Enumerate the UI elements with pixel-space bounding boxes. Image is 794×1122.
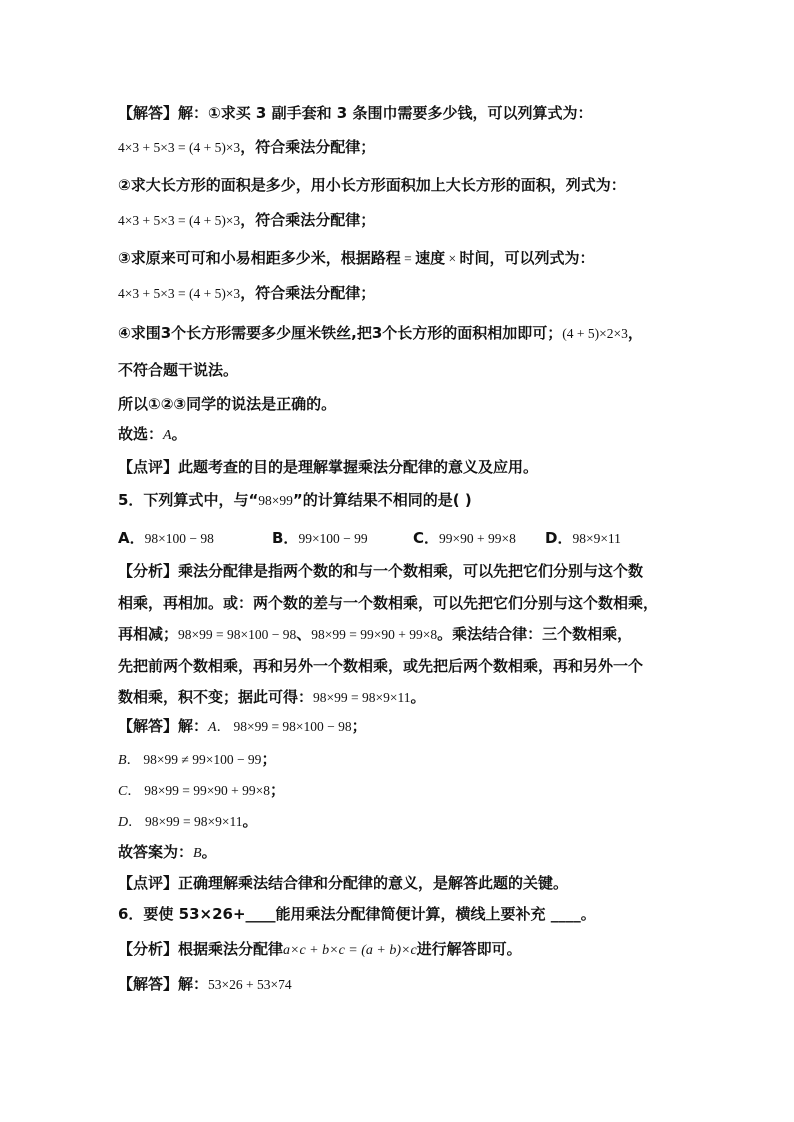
text: 【分析】根据乘法分配律 — [118, 940, 284, 958]
q5-solution-line3 — [118, 780, 285, 802]
option-letter: D — [118, 815, 129, 830]
q4-comment: 【点评】此题考查的目的是理解掌握乘法分配律的意义及应用。 — [118, 458, 539, 476]
text: ，符合乘法分配律； — [240, 211, 376, 229]
equation: ． 98×99 = 99×90 + 99×8 — [127, 783, 271, 798]
text: 进行解答即可。 — [416, 940, 522, 958]
equation: 98×99 — [258, 493, 293, 508]
q4-solution-line3: ②求大长方形的面积是多少，用小长方形面积加上大长方形的面积，列式为： — [118, 176, 626, 194]
text: 。 — [242, 812, 258, 830]
equation: 4×3 + 5×3 = (4 + 5)×3 — [118, 140, 241, 155]
text: 故答案为： — [118, 843, 194, 861]
q4-solution-line7 — [118, 323, 643, 344]
equation: 53×26 + 53×74 — [208, 977, 292, 992]
text: 故选： — [118, 425, 164, 443]
text: 再相减； — [118, 625, 179, 643]
text: ； — [270, 781, 286, 799]
q4-solution-line9: 所以①②③同学的说法是正确的。 — [118, 395, 337, 413]
text: 数相乘，积不变；据此可得： — [118, 688, 314, 706]
text: ； — [351, 717, 367, 735]
option-letter: A — [208, 720, 217, 735]
text: ， — [627, 324, 643, 342]
q4-solution-line5 — [118, 248, 594, 269]
q6-analysis — [118, 939, 522, 961]
text: 5．下列算式中，与“ — [118, 491, 259, 509]
text: ； — [261, 750, 277, 768]
equation: (4 + 5)×2×3 — [562, 326, 628, 341]
text: 【解答】解： — [118, 717, 209, 735]
option-label: B． — [272, 529, 299, 547]
equals-sign: = — [400, 251, 416, 266]
text: 。 — [201, 843, 217, 861]
equation: 98×99 = 98×100 − 98 — [178, 627, 297, 642]
option-letter: B — [118, 753, 127, 768]
text: ，符合乘法分配律； — [240, 138, 376, 156]
option-letter: C — [118, 784, 128, 799]
text: 、 — [296, 625, 312, 643]
q5-option-d — [545, 528, 621, 549]
q5-option-c — [413, 528, 516, 549]
text: ，符合乘法分配律； — [240, 284, 376, 302]
q5-analysis-line3 — [118, 624, 632, 645]
answer-letter: A — [163, 428, 172, 443]
option-expression: 99×90 + 99×8 — [439, 531, 516, 546]
times-sign: × — [445, 251, 460, 266]
equation: 98×99 = 99×90 + 99×8 — [311, 627, 438, 642]
equation: ． 98×99 ≠ 99×100 − 99 — [126, 752, 262, 767]
option-label: A． — [118, 529, 145, 547]
q4-solution-line6 — [118, 283, 375, 304]
q4-solution-line8: 不符合题干说法。 — [118, 361, 239, 379]
q6-solution — [118, 974, 292, 995]
q5-answer — [118, 842, 217, 864]
equation: 4×3 + 5×3 = (4 + 5)×3 — [118, 213, 241, 228]
q5-option-b — [272, 528, 368, 549]
q5-solution-line1 — [118, 716, 367, 738]
option-expression: 99×100 − 99 — [298, 531, 368, 546]
q5-analysis-line4: 先把前两个数相乘，再和另外一个数相乘，或先把后两个数相乘，再和另外一个 — [118, 657, 644, 675]
q5-stem — [118, 490, 472, 511]
q6-stem: 6．要使 53×26+____能用乘法分配律简便计算，横线上要补充 ____。 — [118, 905, 596, 923]
option-label: D． — [545, 529, 573, 547]
q5-analysis-line5 — [118, 687, 425, 708]
q4-solution-line4 — [118, 210, 375, 231]
text: 速度 — [415, 249, 446, 267]
formula: a×c + b×c = (a + b)×c — [283, 943, 417, 958]
text: 【解答】解： — [118, 975, 209, 993]
text: 时间，可以列式为： — [459, 249, 595, 267]
q4-solution-line1: 【解答】解：①求买 3 副手套和 3 条围巾需要多少钱，可以列算式为： — [118, 104, 593, 122]
q4-solution-line10 — [118, 424, 187, 446]
equation: 4×3 + 5×3 = (4 + 5)×3 — [118, 286, 241, 301]
q4-solution-line2 — [118, 137, 375, 158]
q5-solution-line2 — [118, 749, 276, 771]
q5-analysis-line2: 相乘，再相加。或：两个数的差与一个数相乘，可以先把它们分别与这个数相乘， — [118, 594, 659, 612]
equation: 98×99 = 98×9×11 — [313, 690, 411, 705]
text: 。 — [171, 425, 187, 443]
equation: ． 98×99 = 98×100 − 98 — [216, 719, 352, 734]
q5-comment: 【点评】正确理解乘法结合律和分配律的意义，是解答此题的关键。 — [118, 874, 569, 892]
q5-solution-line4 — [118, 811, 257, 833]
answer-letter: B — [193, 846, 202, 861]
q5-analysis-line1: 【分析】乘法分配律是指两个数的和与一个数相乘，可以先把它们分别与这个数 — [118, 562, 644, 580]
text: ”的计算结果不相同的是( ) — [292, 491, 472, 509]
option-expression: 98×9×11 — [572, 531, 621, 546]
text: ③求原来可可和小易相距多少米，根据路程 — [118, 249, 401, 267]
equation: ． 98×99 = 98×9×11 — [128, 814, 243, 829]
option-label: C． — [413, 529, 440, 547]
q5-option-a — [118, 528, 214, 549]
text: 。 — [410, 688, 426, 706]
text: 。乘法结合律：三个数相乘， — [437, 625, 633, 643]
text: ④求围3个长方形需要多少厘米铁丝,把3个长方形的面积相加即可； — [118, 324, 563, 342]
option-expression: 98×100 − 98 — [144, 531, 214, 546]
